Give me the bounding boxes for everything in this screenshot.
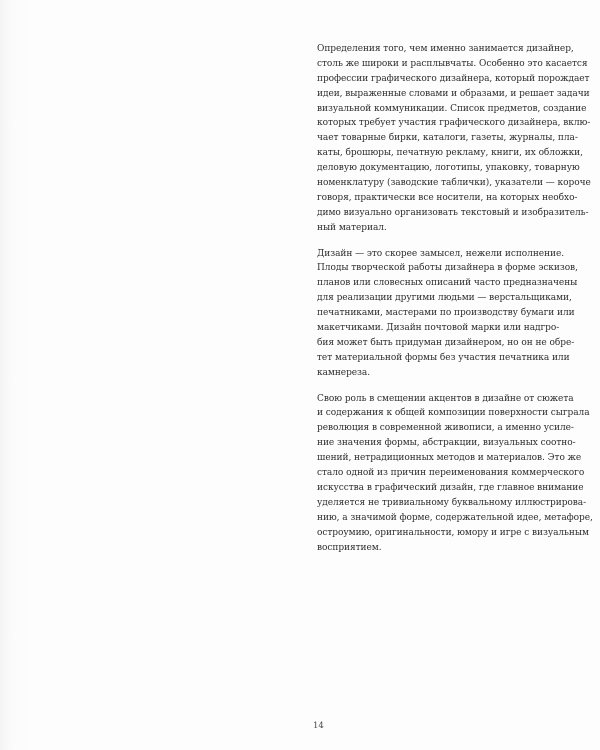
text-line: восприятием. bbox=[317, 542, 382, 553]
text-line: Свою роль в смещении акцентов в дизайне от сюжета bbox=[317, 393, 574, 404]
text-column bbox=[317, 42, 593, 566]
text-line: которых требует участия графического дизайнера, вклю- bbox=[317, 118, 591, 129]
text-line: стало одной из причин переименования коммерческого bbox=[317, 468, 585, 479]
text-line: каты, брошюры, печатную рекламу, книги, их обложки, bbox=[317, 148, 583, 159]
paragraph-1 bbox=[317, 42, 591, 236]
text-line: димо визуально организовать текстовый и изобразитель- bbox=[317, 207, 589, 218]
page-number: 14 bbox=[313, 721, 324, 731]
text-line: визуальной коммуникации. Список предметов, создание bbox=[317, 103, 587, 114]
text-line: революция в современной живописи, а именно усиле- bbox=[317, 423, 574, 434]
text-line: ный материал. bbox=[317, 222, 387, 233]
text-line: печатниками, мастерами по производству бумаги или bbox=[317, 308, 575, 319]
text-line: искусства в графический дизайн, где главное внимание bbox=[317, 482, 584, 493]
text-line: уделяется не тривиальному буквальному иллюстрирова- bbox=[317, 497, 587, 508]
paragraph-2 bbox=[317, 247, 585, 381]
text-line: профессии графического дизайнера, который порождает bbox=[317, 73, 590, 84]
paragraph-3 bbox=[317, 392, 593, 556]
text-line: идеи, выраженные словами и образами, и решает задачи bbox=[317, 88, 590, 99]
text-line: планов или словесных описаний часто предназначены bbox=[317, 278, 578, 289]
text-line: нию, а значимой форме, содержательной идее, метафоре, bbox=[317, 512, 593, 523]
text-line: номенклатуру (заводские таблички), указатели — короче bbox=[317, 178, 591, 189]
text-line: макетчиками. Дизайн почтовой марки или надгро- bbox=[317, 323, 560, 334]
text-line: деловую документацию, логотипы, упаковку, товарную bbox=[317, 163, 580, 174]
text-line: Дизайн — это скорее замысел, нежели исполнение. bbox=[317, 248, 565, 259]
text-line: говоря, практически все носители, на которых необхо- bbox=[317, 192, 578, 203]
text-line: ние значения формы, абстракции, визуальных соотно- bbox=[317, 438, 576, 449]
text-line: тет материальной формы без участия печатника или bbox=[317, 352, 570, 363]
text-line: бия может быть придуман дизайнером, но он не обре- bbox=[317, 337, 575, 348]
text-line: шений, нетрадиционных методов и материалов. Это же bbox=[317, 453, 582, 464]
text-line: остроумию, оригинальности, юмору и игре с визуальным bbox=[317, 527, 589, 538]
text-line: для реализации другими людьми — верстальщиками, bbox=[317, 293, 572, 304]
text-line: чает товарные бирки, каталоги, газеты, журналы, пла- bbox=[317, 133, 578, 144]
text-line: Плоды творческой работы дизайнера в форме эскизов, bbox=[317, 263, 578, 274]
text-line: Определения того, чем именно занимается дизайнер, bbox=[317, 44, 574, 54]
text-line: столь же широки и расплывчаты. Особенно это касается bbox=[317, 58, 588, 69]
text-line: камнереза. bbox=[317, 367, 371, 378]
text-line: и содержания к общей композиции поверхности сыграла bbox=[317, 408, 590, 419]
